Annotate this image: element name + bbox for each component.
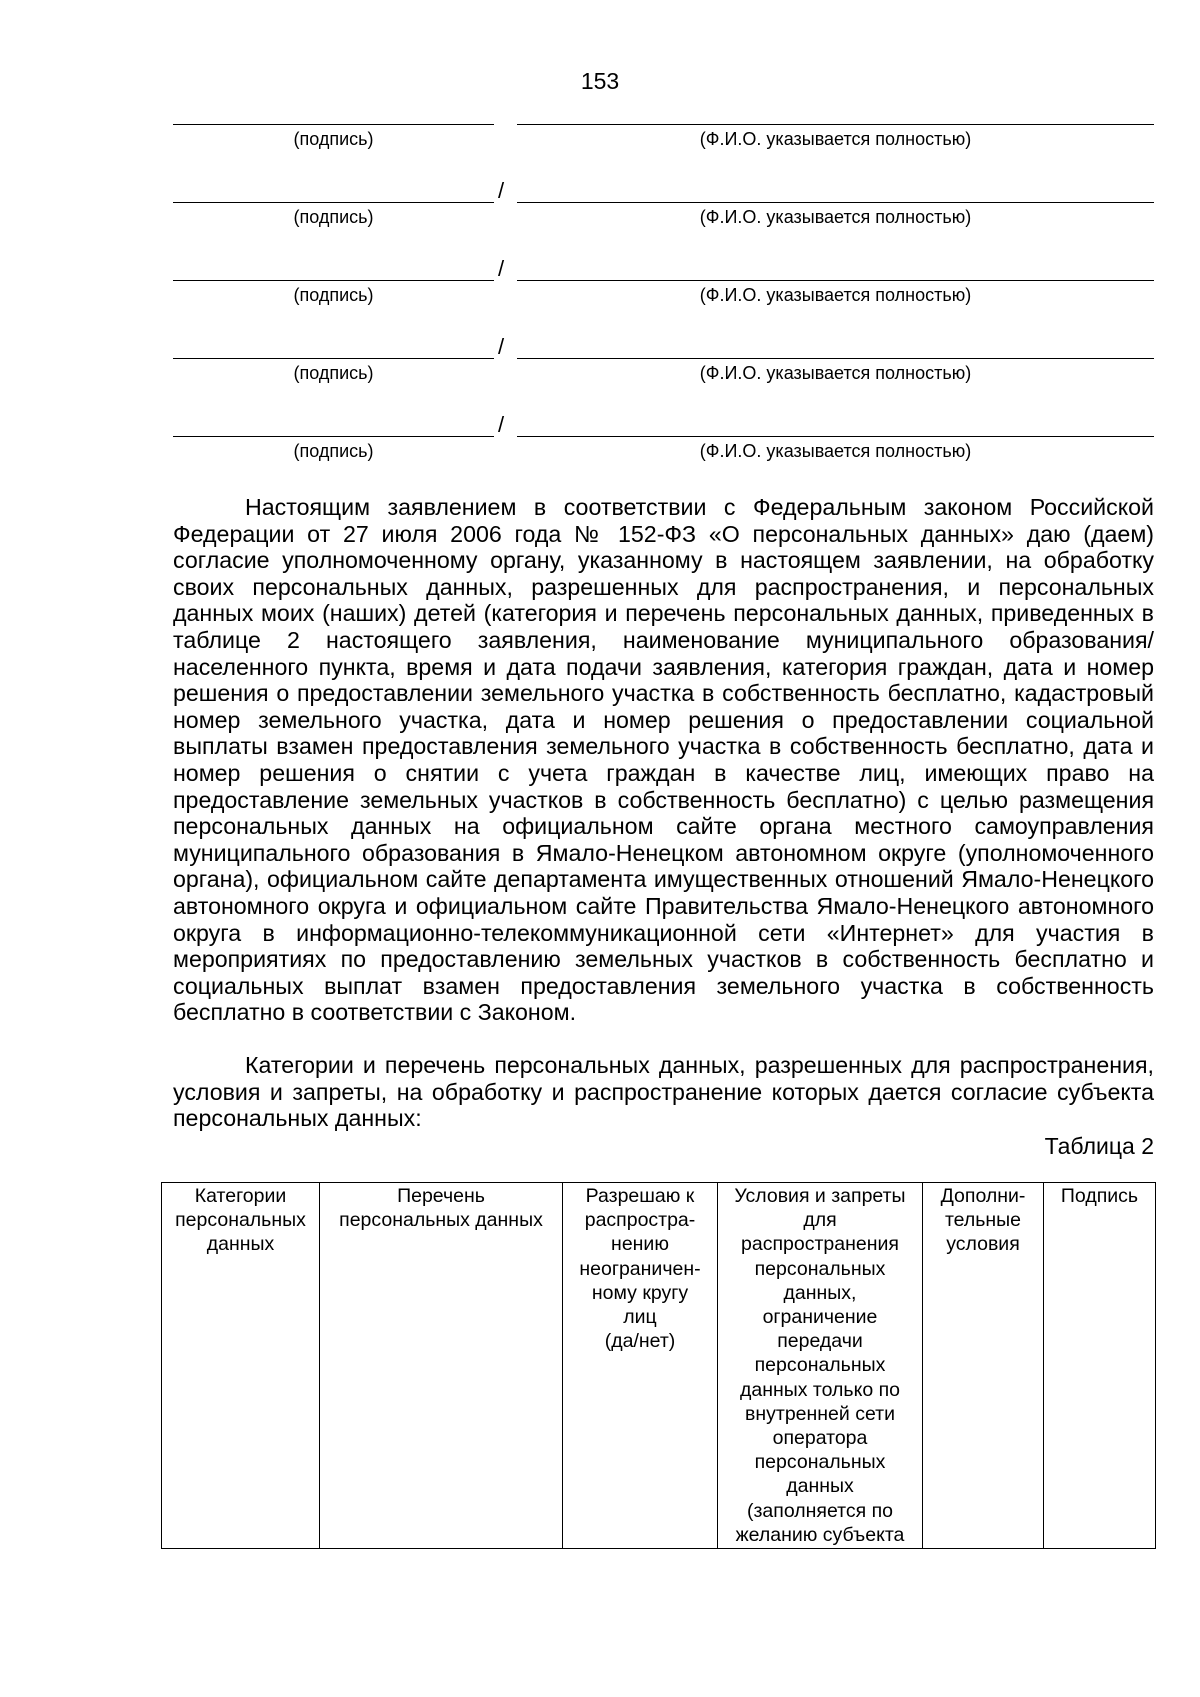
header-line: Категории — [194, 1185, 287, 1207]
header-line: распространения — [741, 1233, 899, 1256]
consent-paragraph: Настоящим заявлением в соответствии с Федеральным законом Российской Федерации от 27 июля 2006 года № 152-ФЗ «О персональных данных» даю (даем) согласие уполномоченному органу, указанному в настоящем заявлении, на обработку своих персональных данных, разрешенных для распространения, и персональных данных моих (наших) детей (категория и перечень персональных данных, приведенных в таблице 2 настоящего заявления, наименование муниципального образования/населенного пункта, время и дата подачи заявления, категория граждан, дата и номер решения о предоставлении земельного участка в собственность бесплатно, кадастровый номер земельного участка, дата и номер решения о предоставлении социальной выплаты взамен предоставления земельного участка в собственность бесплатно, дата и номер решения о снятии с учета граждан в качестве лиц, имеющих право на предоставление земельных участков в собственность бесплатно) с целью размещения персональных данных на официальном сайте органа местного самоуправления муниципального образования в Ямало-Ненецком автономном округе (уполномоченного органа), официальном сайте департамента имущественных отношений Ямало-Ненецкого автономного округа и официальном сайте Правительства Ямало-Ненецкого автономного округа в информационно-телекоммуникационной сети «Интернет» для участия в мероприятиях по предоставлению земельных участков в собственность бесплатно и социальных выплат взамен предоставления земельного участка в собственность бесплатно в соответствии с Законом. — [173, 494, 1154, 1026]
header-line: Разрешаю к — [585, 1185, 695, 1207]
page-number: 153 — [580, 68, 620, 94]
header-line: персональных — [754, 1257, 886, 1280]
signature-caption: (подпись) — [293, 207, 374, 227]
full-name-line[interactable] — [517, 202, 1154, 203]
header-line: (да/нет) — [604, 1330, 676, 1353]
signature-line[interactable] — [173, 202, 494, 203]
header-line: данных только по — [739, 1378, 901, 1401]
full-name-line[interactable] — [517, 124, 1154, 125]
header-line: персональных — [754, 1451, 886, 1474]
full-name-caption: (Ф.И.О. указывается полностью) — [699, 207, 972, 227]
signature-caption: (подпись) — [293, 441, 374, 461]
header-line: ограничение — [762, 1306, 878, 1329]
header-line: нению — [611, 1233, 669, 1256]
header-signature — [1044, 1183, 1156, 1549]
header-category — [162, 1183, 320, 1549]
signature-line[interactable] — [173, 280, 494, 281]
header-list — [320, 1183, 563, 1549]
full-name-caption: (Ф.И.О. указывается полностью) — [699, 441, 972, 461]
header-line: персональных данных — [339, 1209, 543, 1232]
signature-caption: (подпись) — [293, 129, 374, 149]
header-line: лиц — [623, 1306, 657, 1329]
signature-slash: / — [498, 334, 505, 359]
header-line: Условия и запреты — [734, 1185, 906, 1207]
header-line: условия — [946, 1233, 1020, 1256]
header-line: данных — [206, 1233, 275, 1256]
table-caption: Таблица 2 — [1044, 1133, 1154, 1159]
full-name-line[interactable] — [517, 358, 1154, 359]
header-conditions — [718, 1183, 923, 1549]
full-name-line[interactable] — [517, 280, 1154, 281]
header-line: персональных — [175, 1209, 306, 1232]
header-line: Дополни- — [940, 1185, 1026, 1207]
header-additional — [923, 1183, 1044, 1549]
header-line: Подпись — [1060, 1185, 1139, 1207]
full-name-caption: (Ф.И.О. указывается полностью) — [699, 363, 972, 383]
table-header-row — [162, 1183, 1156, 1549]
header-line: передачи — [777, 1330, 863, 1353]
header-line: желанию субъекта — [735, 1523, 905, 1546]
signature-line[interactable] — [173, 358, 494, 359]
header-permission — [563, 1183, 718, 1549]
header-line: Перечень — [397, 1185, 485, 1207]
full-name-caption: (Ф.И.О. указывается полностью) — [699, 285, 972, 305]
full-name-line[interactable] — [517, 436, 1154, 437]
signature-caption: (подпись) — [293, 363, 374, 383]
full-name-caption: (Ф.И.О. указывается полностью) — [699, 129, 972, 149]
header-line: данных, — [783, 1281, 857, 1304]
header-line: персональных — [754, 1354, 886, 1377]
signature-slash: / — [498, 412, 505, 437]
header-line: (заполняется по — [746, 1499, 893, 1522]
signature-line[interactable] — [173, 124, 494, 125]
consent-table — [161, 1182, 1156, 1549]
header-line: внутренней сети — [745, 1402, 895, 1425]
header-line: распростра- — [584, 1209, 696, 1232]
header-line: ному кругу — [591, 1281, 689, 1304]
signature-caption: (подпись) — [293, 285, 374, 305]
signature-slash: / — [498, 178, 505, 203]
header-line: тельные — [944, 1209, 1022, 1232]
signature-slash: / — [498, 256, 505, 281]
header-line: для — [803, 1209, 837, 1232]
header-line: данных — [786, 1475, 854, 1498]
header-line: оператора — [772, 1427, 868, 1450]
signature-line[interactable] — [173, 436, 494, 437]
header-line: неограничен- — [579, 1257, 701, 1280]
categories-paragraph: Категории и перечень персональных данных, разрешенных для распространения, условия и запреты, на обработку и распространение которых дается согласие субъекта персональных данных: — [173, 1052, 1154, 1132]
